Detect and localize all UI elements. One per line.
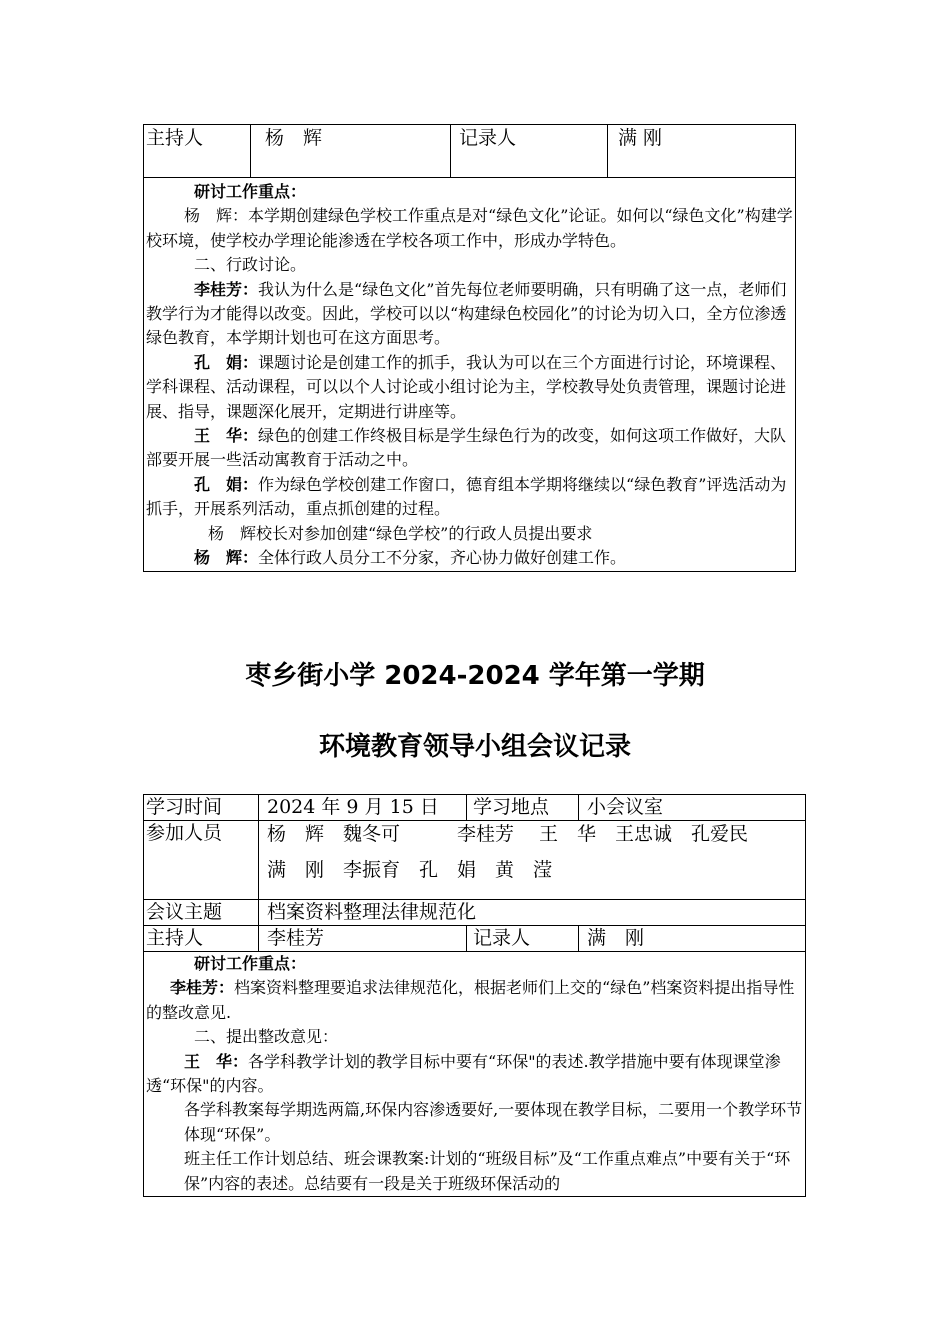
host-row: [144, 926, 806, 952]
paragraph: 王 华：各学科教学计划的教学目标中要有“环保"的表述.教学措施中要有体现课堂渗透“环保"的内容。: [146, 1051, 781, 1096]
meeting2-content: [144, 952, 806, 1197]
topic-row: [144, 900, 806, 926]
meeting1-content: [144, 178, 796, 572]
place-value: 小会议室: [579, 795, 806, 821]
paragraph: 各学科教案每学期选两篇,环保内容渗透要好,一要体现在教学目标，二要用一个教学环节体现“环保”。: [184, 1100, 803, 1144]
recorder-label: 记录人: [467, 926, 579, 952]
document-title-line2: 环境教育领导小组会议记录: [318, 732, 631, 762]
meeting1-table: [143, 124, 796, 572]
paragraph: 杨 辉：全体行政人员分工不分家，齐心协力做好创建工作。: [194, 548, 627, 568]
meeting1-body-row: [144, 178, 796, 572]
paragraph: 王 华：绿色的创建工作终极目标是学生绿色行为的改变，如何这项工作做好，大队部要开展一些活动寓教育于活动之中。: [146, 426, 787, 470]
section-heading: 二、行政讨论。: [194, 255, 307, 275]
host-value: 李桂芳: [259, 926, 467, 952]
attendees-row: [144, 821, 806, 900]
time-row: [144, 795, 806, 821]
paragraph: 李桂芳：我认为什么是“绿色文化”首先每位老师要明确，只有明确了这一点，老师们教学行为才能得以改变。因此，学校可以以“构建绿色校园化”的讨论为切入口，全方位渗透绿色教育，本学期计划也可在这方面思考。: [146, 279, 787, 348]
document-title-line1: 枣乡街小学 2024-2024 学年第一学期: [245, 661, 705, 691]
topic-value: 档案资料整理法律规范化: [259, 900, 806, 926]
attendees-label: 参加人员: [144, 821, 259, 900]
host-label: 主持人: [144, 125, 251, 178]
recorder-value: 满 刚: [608, 125, 796, 178]
paragraph: 杨 辉校长对参加创建“绿色学校”的行政人员提出要求: [208, 523, 593, 543]
meeting2-body-row: [144, 952, 806, 1197]
recorder-value: 满 刚: [579, 926, 806, 952]
time-label: 学习时间: [144, 795, 259, 821]
time-value: 2024 年 9 月 15 日: [259, 795, 467, 821]
paragraph: 班主任工作计划总结、班会课教案:计划的“班级目标”及“工作重点难点”中要有关于“环保”内容的表述。总结要有一段是关于班级环保活动的: [184, 1149, 791, 1193]
meeting2-table: [143, 794, 806, 1197]
meeting1-header-row: [144, 125, 796, 178]
paragraph: 李桂芳：档案资料整理要追求法律规范化，根据老师们上交的“绿色”档案资料提出指导性的整改意见.: [146, 978, 795, 1022]
recorder-label: 记录人: [451, 125, 608, 178]
section-heading: 二、提出整改意见：: [194, 1027, 339, 1047]
focus-heading: 研讨工作重点：: [194, 182, 307, 201]
focus-heading: 研讨工作重点：: [194, 954, 307, 973]
host-label: 主持人: [144, 926, 259, 952]
paragraph: 孔 娟：课题讨论是创建工作的抓手，我认为可以在三个方面进行讨论，环境课程、学科课程、活动课程，可以以个人讨论或小组讨论为主，学校教导处负责管理，课题讨论进展、指导，课题深化展开，定期进行讲座等。: [146, 352, 787, 421]
paragraph: 孔 娟：作为绿色学校创建工作窗口，德育组本学期将继续以“绿色教育”评选活动为抓手，开展系列活动，重点抓创建的过程。: [146, 474, 787, 519]
place-label: 学习地点: [467, 795, 579, 821]
paragraph: 杨 辉：本学期创建绿色学校工作重点是对“绿色文化”论证。如何以“绿色文化”构建学校环境，使学校办学理论能渗透在学校各项工作中，形成办学特色。: [146, 206, 793, 250]
attendees-value: 杨 辉 魏冬可 李桂芳 王 华 王忠诚 孔爱民 满 刚 李振育 孔 娟 黄 滢: [259, 821, 806, 900]
topic-label: 会议主题: [144, 900, 259, 926]
host-value: 杨 辉: [251, 125, 451, 178]
